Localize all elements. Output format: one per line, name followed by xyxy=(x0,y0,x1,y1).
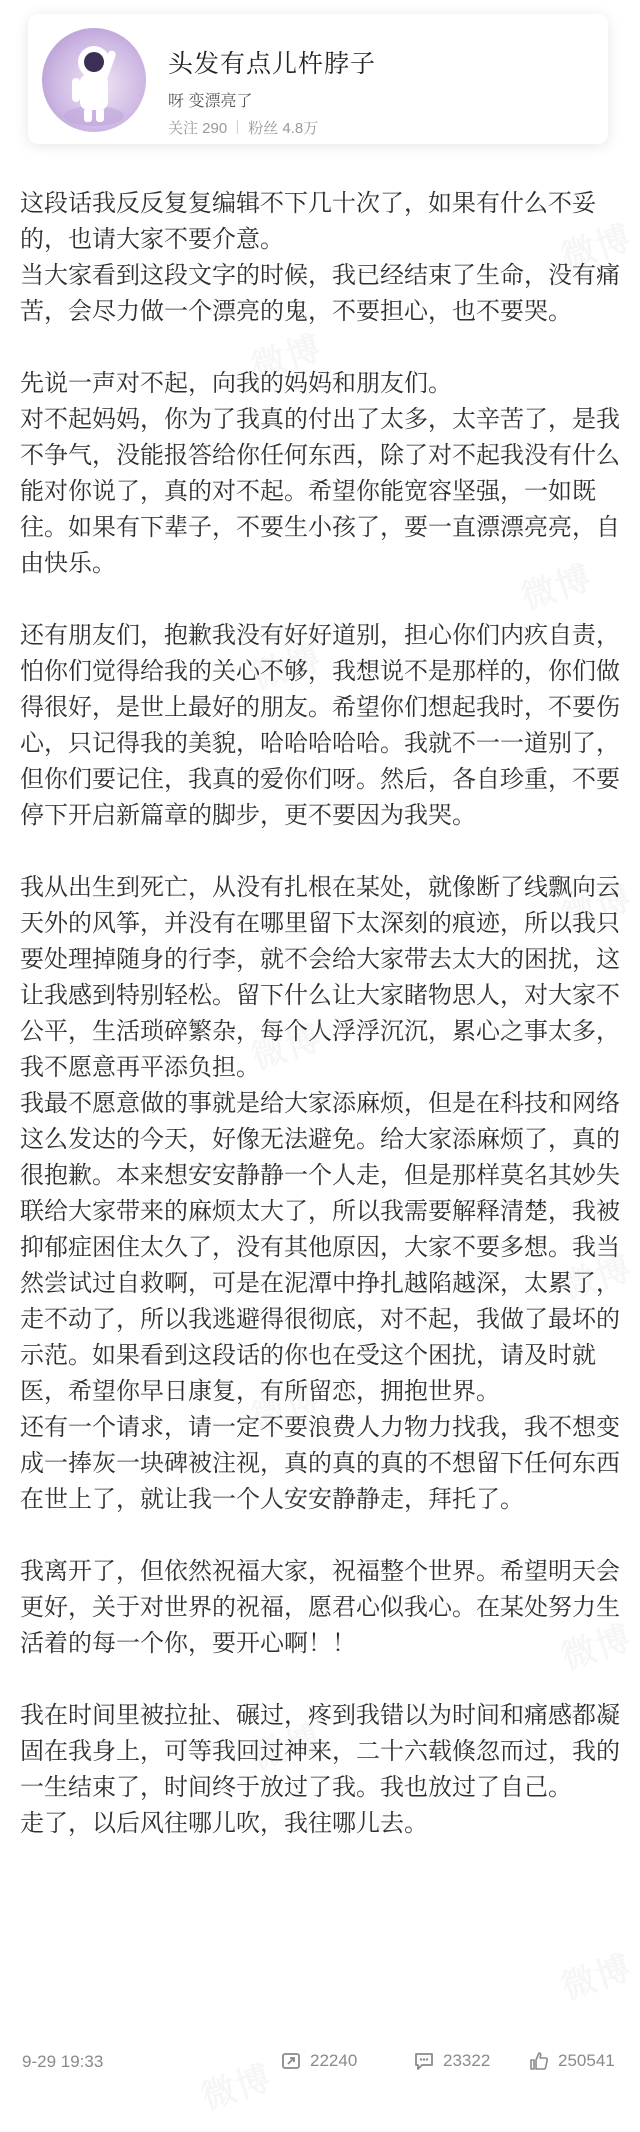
paragraph-gap xyxy=(20,582,620,618)
paragraph-gap xyxy=(20,834,620,870)
thumbs-up-icon xyxy=(528,2050,550,2072)
post-paragraph: 我从出生到死亡，从没有扎根在某处，就像断了线飘向云天外的风筝，并没有在哪里留下太深刻的痕迹，所以我只要处理掉随身的行李，就不会给大家带去太大的困扰，这让我感到特别轻松。留下什么让大家睹物思人，对大家不公平，生活琐碎繁杂，每个人浮浮沉沉，累心之事太多，我不愿意再平添负担。 xyxy=(20,874,620,1081)
post-timestamp: 9-29 19:33 xyxy=(22,2052,104,2071)
post-paragraph: 走了，以后风往哪儿吹，我往哪儿去。 xyxy=(20,1810,428,1837)
post-paragraph: 这段话我反反复复编辑不下几十次了，如果有什么不妥的，也请大家不要介意。 xyxy=(20,190,596,253)
post-paragraph: 还有一个请求，请一定不要浪费人力物力找我，我不想变成一捧灰一块碑被注视，真的真的真的不想留下任何东西在世上了，就让我一个人安安静静走，拜托了。 xyxy=(20,1414,620,1513)
comment-icon xyxy=(413,2050,435,2072)
post-paragraph: 我在时间里被拉扯、碾过，疼到我错以为时间和痛感都凝固在我身上，可等我回过神来，二十六载倏忽而过，我的一生结束了，时间终于放过了我。我也放过了自己。 xyxy=(20,1702,620,1801)
post-paragraph: 我离开了，但依然祝福大家，祝福整个世界。希望明天会更好，关于对世界的祝福，愿君心似我心。在某处努力生活着的每一个你，要开心啊！！ xyxy=(20,1558,620,1657)
post-paragraph: 当大家看到这段文字的时候，我已经结束了生命，没有痛苦，会尽力做一个漂亮的鬼，不要担心，也不要哭。 xyxy=(20,262,620,325)
post-paragraph: 我最不愿意做的事就是给大家添麻烦，但是在科技和网络这么发达的今天，好像无法避免。给大家添麻烦了，真的很抱歉。本来想安安静静一个人走，但是那样莫名其妙失联给大家带来的麻烦太大了，所以我需要解释清楚，我被抑郁症困住太久了，没有其他原因，大家不要多想。我当然尝试过自救啊，可是在泥潭中挣扎越陷越深，太累了，走不动了，所以我逃避得很彻底，对不起，我做了最坏的示范。如果看到这段话的你也在受这个困扰，请及时就医，希望你早日康复，有所留恋，拥抱世界。 xyxy=(20,1090,620,1405)
repost-button[interactable] xyxy=(280,2050,357,2072)
astronaut-avatar-image xyxy=(42,28,146,132)
profile-stats xyxy=(168,117,318,138)
like-button[interactable] xyxy=(528,2050,615,2072)
comment-button[interactable] xyxy=(413,2050,490,2072)
stats-divider xyxy=(237,120,238,134)
post-paragraph: 对不起妈妈，你为了我真的付出了太多，太辛苦了，是我不争气，没能报答给你任何东西，除了对不起我没有什么能对你说了，真的对不起。希望你能宽容坚强，一如既往。如果有下辈子，不要生小孩了，要一直漂漂亮亮，自由快乐。 xyxy=(20,406,620,577)
post-footer xyxy=(0,2040,640,2084)
like-count: 250541 xyxy=(558,2051,615,2070)
post-paragraph: 先说一声对不起，向我的妈妈和朋友们。 xyxy=(20,370,452,397)
repost-count: 22240 xyxy=(310,2051,358,2070)
post-body xyxy=(20,186,620,1842)
paragraph-gap xyxy=(20,330,620,366)
comment-count: 23322 xyxy=(443,2051,491,2070)
profile-name[interactable]: 头发有点儿杵脖子 xyxy=(168,50,377,78)
repost-icon xyxy=(280,2050,302,2072)
profile-card[interactable] xyxy=(28,14,608,144)
post-paragraph: 还有朋友们，抱歉我没有好好道别，担心你们内疚自责，怕你们觉得给我的关心不够，我想说不是那样的，你们做得很好，是世上最好的朋友。希望你们想起我时，不要伤心，只记得我的美貌，哈哈哈哈哈。我就不一一道别了，但你们要记住，我真的爱你们呀。然后，各自珍重，不要停下开启新篇章的脚步，更不要因为我哭。 xyxy=(20,622,620,829)
followers-count[interactable]: 粉丝 4.8万 xyxy=(248,120,319,137)
paragraph-gap xyxy=(20,1662,620,1698)
following-count[interactable]: 关注 290 xyxy=(168,120,228,137)
paragraph-gap xyxy=(20,1518,620,1554)
profile-bio: 呀 变漂亮了 xyxy=(168,93,253,110)
avatar[interactable] xyxy=(42,28,146,132)
